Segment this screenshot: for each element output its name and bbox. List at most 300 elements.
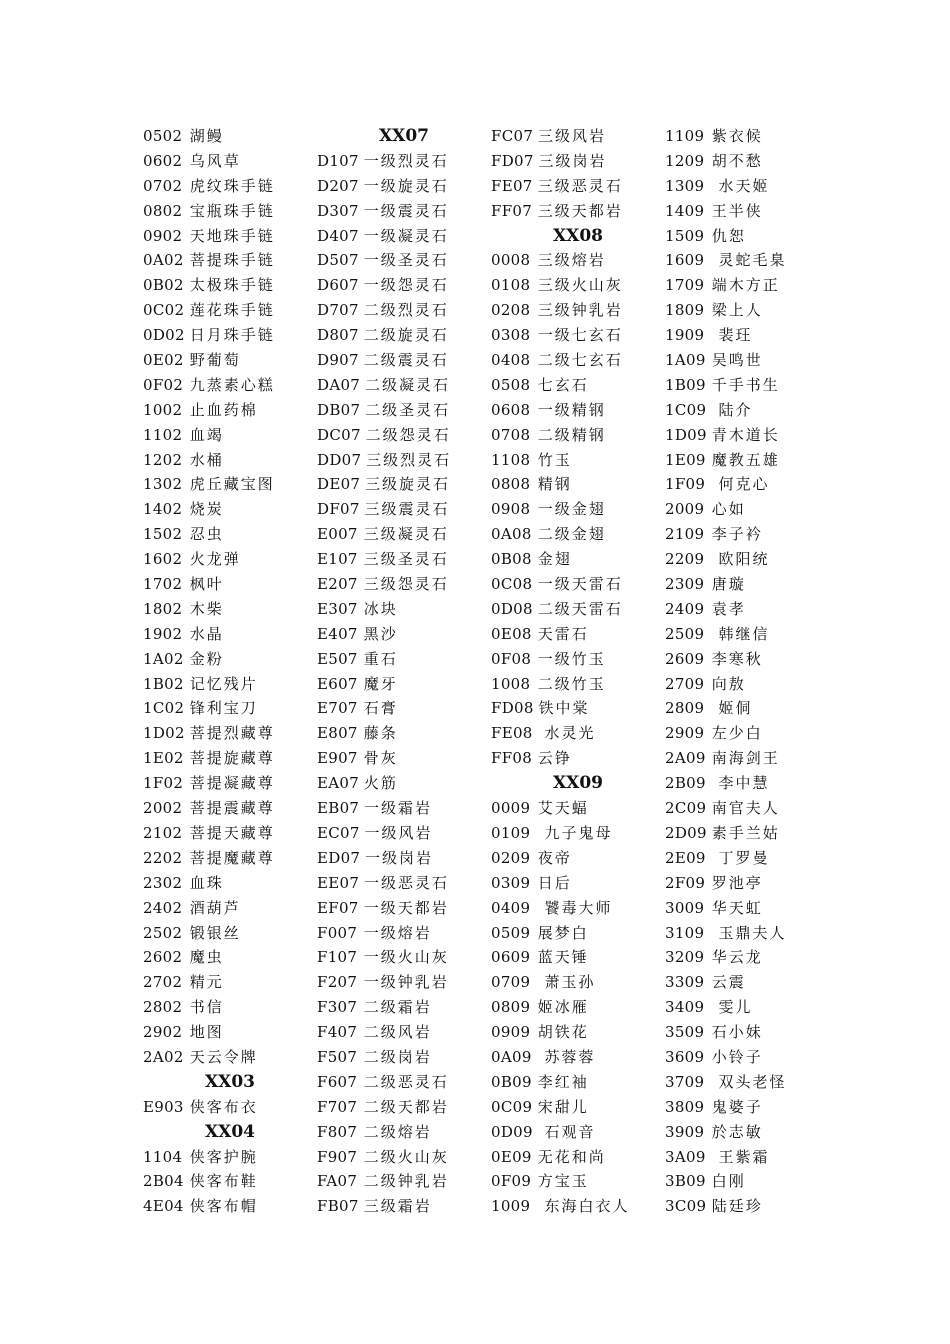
item-entry <box>143 871 317 896</box>
item-entry <box>491 174 665 199</box>
item-entry <box>143 846 317 871</box>
item-name: 重石 <box>363 649 398 668</box>
item-name: 二级七玄石 <box>537 351 623 370</box>
section-heading: XX07 <box>378 126 430 146</box>
item-code: E307 <box>317 599 358 618</box>
item-name: 三级岗岩 <box>538 151 607 170</box>
item-entry <box>491 647 665 672</box>
item-code: 1B02 <box>143 674 184 693</box>
item-code: 2A02 <box>143 1047 184 1066</box>
item-name: 胡不愁 <box>711 151 763 170</box>
item-code: FB07 <box>317 1197 359 1216</box>
item-entry <box>317 696 491 721</box>
item-entry <box>491 1169 665 1194</box>
item-code: 0F08 <box>491 649 532 668</box>
item-name: 二级天都岩 <box>363 1097 449 1116</box>
item-code: 3509 <box>665 1023 705 1042</box>
column-3 <box>491 124 665 1219</box>
item-entry <box>491 323 665 348</box>
item-entry <box>491 398 665 423</box>
item-entry <box>317 149 491 174</box>
item-name: 金粉 <box>189 649 224 668</box>
item-code: 1E09 <box>665 450 706 469</box>
item-entry <box>317 497 491 522</box>
item-entry <box>317 199 491 224</box>
item-code: 1109 <box>665 127 705 145</box>
item-entry <box>491 746 665 771</box>
section-heading: XX09 <box>552 773 604 794</box>
item-entry <box>665 1145 839 1170</box>
item-code: 2702 <box>143 973 183 992</box>
item-code: 2109 <box>665 525 705 544</box>
item-name: 玉鼎夫人 <box>711 923 787 942</box>
item-entry <box>143 273 317 298</box>
item-code: 2D09 <box>665 823 707 842</box>
item-code: 1D09 <box>665 425 707 444</box>
item-name: 罗池亭 <box>711 873 763 892</box>
item-code: 0B09 <box>491 1072 532 1091</box>
item-name: 端木方正 <box>711 276 780 295</box>
item-name: 欧阳统 <box>711 550 770 569</box>
item-entry <box>665 547 839 572</box>
item-entry <box>491 1095 665 1120</box>
item-name: 韩继信 <box>711 624 770 643</box>
item-code: 1009 <box>491 1197 531 1216</box>
item-code: 0308 <box>491 326 531 345</box>
item-code: 2802 <box>143 998 183 1017</box>
item-entry <box>491 497 665 522</box>
item-code: 1A09 <box>665 351 706 370</box>
item-name: 一级竹玉 <box>537 649 606 668</box>
item-code: 1402 <box>143 500 183 519</box>
item-entry <box>143 149 317 174</box>
item-code: 3109 <box>665 923 705 942</box>
item-entry <box>491 1120 665 1145</box>
item-code: F507 <box>317 1047 358 1066</box>
item-entry <box>665 970 839 995</box>
item-entry <box>665 796 839 821</box>
item-entry <box>317 1145 491 1170</box>
item-code: 0C09 <box>491 1097 533 1116</box>
item-entry <box>143 696 317 721</box>
item-code: DD07 <box>317 450 362 469</box>
item-code: 1509 <box>665 226 705 245</box>
item-code: FE08 <box>491 724 533 743</box>
item-entry <box>317 298 491 323</box>
item-code: E607 <box>317 674 358 693</box>
item-name: 石膏 <box>363 699 398 718</box>
item-code: 3909 <box>665 1122 705 1141</box>
item-name: 萧玉孙 <box>537 973 596 992</box>
item-code: FD07 <box>491 151 534 170</box>
item-code: 2F09 <box>665 873 706 892</box>
item-entry <box>491 597 665 622</box>
item-entry <box>143 896 317 921</box>
item-name: 夜帝 <box>537 848 572 867</box>
item-entry <box>665 821 839 846</box>
item-name: 一级天都岩 <box>363 898 449 917</box>
item-code: D207 <box>317 176 359 195</box>
item-entry <box>665 771 839 796</box>
item-code: 0D08 <box>491 599 533 618</box>
item-name: 二级霜岩 <box>363 998 432 1017</box>
item-code: 1B09 <box>665 375 706 394</box>
item-name: 酒葫芦 <box>189 898 241 917</box>
item-name: 蓝天锤 <box>537 948 589 967</box>
item-entry <box>665 373 839 398</box>
item-name: 太极珠手链 <box>189 276 275 295</box>
item-name: 仇恕 <box>711 226 746 245</box>
item-name: 一级圣灵石 <box>363 251 449 270</box>
item-code: 0E02 <box>143 351 184 370</box>
item-code: 0109 <box>491 823 531 842</box>
item-name: 地图 <box>189 1023 224 1042</box>
item-entry <box>665 597 839 622</box>
item-entry <box>491 945 665 970</box>
item-name: 忍虫 <box>189 525 224 544</box>
item-name: 竹玉 <box>537 450 572 469</box>
item-name: 东海白衣人 <box>537 1197 630 1216</box>
item-name: 菩提烈藏尊 <box>189 724 275 743</box>
item-code: 1F09 <box>665 475 706 494</box>
item-name: 灵蛇毛臬 <box>711 251 787 270</box>
item-code: DF07 <box>317 500 360 519</box>
item-code: 0908 <box>491 500 531 519</box>
item-entry <box>143 423 317 448</box>
item-name: 艾天蝠 <box>537 799 589 818</box>
item-entry <box>665 1169 839 1194</box>
item-code: 0909 <box>491 1023 531 1042</box>
item-code: 1104 <box>143 1147 183 1166</box>
item-name: 二级圣灵石 <box>365 400 451 419</box>
item-entry <box>317 970 491 995</box>
item-entry <box>665 273 839 298</box>
item-name: 二级钟乳岩 <box>363 1172 449 1191</box>
item-name: 李红袖 <box>537 1072 589 1091</box>
item-code: 1C02 <box>143 699 185 718</box>
item-name: 二级烈灵石 <box>363 301 449 320</box>
item-code: 0F02 <box>143 375 184 394</box>
item-name: 石观音 <box>537 1122 596 1141</box>
item-entry <box>143 1194 317 1219</box>
item-name: 云铮 <box>537 749 572 768</box>
item-entry <box>665 746 839 771</box>
item-entry <box>491 622 665 647</box>
item-entry <box>665 522 839 547</box>
item-entry <box>491 1145 665 1170</box>
item-entry <box>491 821 665 846</box>
item-code: E407 <box>317 624 358 643</box>
item-name: 三级恶灵石 <box>537 176 623 195</box>
item-entry <box>491 248 665 273</box>
item-code: 2509 <box>665 624 705 643</box>
item-name: 枫叶 <box>189 575 224 594</box>
item-name: 苏蓉蓉 <box>537 1047 596 1066</box>
item-code: 0008 <box>491 251 531 270</box>
item-entry <box>491 298 665 323</box>
item-code: D707 <box>317 301 359 320</box>
item-code: 2202 <box>143 848 183 867</box>
item-code: 1302 <box>143 475 183 494</box>
item-code: 3A09 <box>665 1147 706 1166</box>
item-code: D307 <box>317 201 359 220</box>
item-entry <box>143 547 317 572</box>
item-entry <box>317 248 491 273</box>
item-code: 2402 <box>143 898 183 917</box>
item-name: 金翅 <box>537 550 572 569</box>
item-name: 李寒秋 <box>711 649 763 668</box>
item-entry <box>491 572 665 597</box>
item-entry <box>665 1020 839 1045</box>
item-name: 天地珠手链 <box>189 226 275 245</box>
item-entry <box>317 721 491 746</box>
item-code: 2102 <box>143 823 183 842</box>
item-name: 二级震灵石 <box>363 351 449 370</box>
item-entry <box>317 423 491 448</box>
item-name: 二级金翅 <box>537 525 606 544</box>
item-entry <box>665 896 839 921</box>
item-name: 小铃子 <box>711 1047 763 1066</box>
item-entry <box>665 572 839 597</box>
item-code: 3809 <box>665 1097 705 1116</box>
item-entry <box>665 1194 839 1219</box>
item-code: D107 <box>317 151 359 170</box>
item-name: 姬侗 <box>711 699 753 718</box>
item-entry <box>143 597 317 622</box>
item-code: 0A02 <box>143 251 184 270</box>
item-code: 1502 <box>143 525 183 544</box>
section-heading: XX08 <box>552 225 604 246</box>
item-entry <box>665 472 839 497</box>
item-name: 三级霜岩 <box>363 1197 432 1216</box>
item-entry <box>317 921 491 946</box>
item-entry <box>143 522 317 547</box>
item-code: 2609 <box>665 649 705 668</box>
item-code: 1602 <box>143 550 183 569</box>
section-heading: XX03 <box>204 1071 256 1092</box>
item-name: 七玄石 <box>537 375 589 394</box>
item-code: 0809 <box>491 998 531 1017</box>
item-name: 何克心 <box>711 475 770 494</box>
item-name: 一级风岩 <box>364 823 433 842</box>
item-entry <box>317 273 491 298</box>
item-code: DC07 <box>317 425 361 444</box>
item-code: 1102 <box>143 425 183 444</box>
item-name: 二级天雷石 <box>537 599 623 618</box>
item-name: 魔虫 <box>189 948 224 967</box>
item-code: EC07 <box>317 823 360 842</box>
item-name: 三级凝灵石 <box>363 525 449 544</box>
item-code: 0808 <box>491 475 531 494</box>
item-code: 2B04 <box>143 1172 184 1191</box>
item-code: 1108 <box>491 450 531 469</box>
item-name: 一级金翅 <box>537 500 606 519</box>
item-name: 南海剑王 <box>711 749 780 768</box>
item-code: 0108 <box>491 276 531 295</box>
item-code: DB07 <box>317 400 361 419</box>
item-name: 野葡萄 <box>189 351 241 370</box>
item-entry <box>317 1020 491 1045</box>
item-code: D507 <box>317 251 359 270</box>
item-code: E707 <box>317 699 358 718</box>
item-entry <box>491 796 665 821</box>
item-name: 南官夫人 <box>711 799 780 818</box>
item-name: 一级熔岩 <box>363 923 432 942</box>
item-code: 0208 <box>491 301 531 320</box>
item-name: 火筋 <box>363 774 398 793</box>
item-entry <box>143 199 317 224</box>
item-name: 水灵光 <box>537 724 596 743</box>
item-code: D407 <box>317 226 359 245</box>
item-name: 宝瓶珠手链 <box>189 201 275 220</box>
item-entry <box>665 672 839 697</box>
item-name: 天雷石 <box>537 624 589 643</box>
item-entry <box>317 1045 491 1070</box>
item-code: 0408 <box>491 351 531 370</box>
item-entry <box>317 622 491 647</box>
item-entry <box>665 921 839 946</box>
item-entry <box>143 746 317 771</box>
item-entry <box>491 696 665 721</box>
item-entry <box>491 995 665 1020</box>
item-code: 2B09 <box>665 774 706 793</box>
item-entry <box>143 1095 317 1120</box>
item-name: 陆廷珍 <box>711 1197 763 1216</box>
item-name: 二级凝灵石 <box>364 375 450 394</box>
item-code: EB07 <box>317 799 360 818</box>
item-entry <box>491 273 665 298</box>
item-code: F207 <box>317 973 358 992</box>
item-entry <box>317 597 491 622</box>
item-code: FA07 <box>317 1172 358 1191</box>
item-name: 唐璇 <box>711 575 746 594</box>
item-code: 0702 <box>143 176 183 195</box>
item-code: 1409 <box>665 201 705 220</box>
item-entry <box>317 995 491 1020</box>
item-entry <box>143 174 317 199</box>
item-code: 1008 <box>491 674 531 693</box>
item-entry <box>317 448 491 473</box>
item-entry <box>491 921 665 946</box>
item-name: 二级熔岩 <box>363 1122 432 1141</box>
item-name: 二级风岩 <box>363 1023 432 1042</box>
item-name: 二级岗岩 <box>363 1047 432 1066</box>
item-entry <box>665 398 839 423</box>
item-entry <box>317 547 491 572</box>
item-name: 李子衿 <box>711 525 763 544</box>
item-entry <box>143 672 317 697</box>
item-code: F407 <box>317 1023 358 1042</box>
item-code: 4E04 <box>143 1197 184 1216</box>
column-1 <box>143 124 317 1219</box>
item-name: 三级天都岩 <box>537 201 623 220</box>
item-code: 0709 <box>491 973 531 992</box>
item-entry <box>317 746 491 771</box>
item-code: F607 <box>317 1072 358 1091</box>
item-code: 3009 <box>665 898 705 917</box>
item-code: E007 <box>317 525 358 544</box>
item-entry <box>665 721 839 746</box>
item-name: 侠客护腕 <box>189 1147 258 1166</box>
item-entry <box>665 174 839 199</box>
item-entry <box>491 547 665 572</box>
item-code: E507 <box>317 649 358 668</box>
section-heading: XX04 <box>204 1121 256 1142</box>
item-name: 水天姬 <box>711 176 770 195</box>
item-entry <box>317 1169 491 1194</box>
item-entry <box>143 124 317 149</box>
item-code: 1802 <box>143 599 183 618</box>
item-code: EF07 <box>317 898 359 917</box>
item-code: 1809 <box>665 301 705 320</box>
item-name: 於志敏 <box>711 1122 763 1141</box>
item-entry <box>491 448 665 473</box>
item-name: 冰块 <box>363 599 398 618</box>
item-name: 书信 <box>189 998 224 1017</box>
item-entry <box>317 398 491 423</box>
item-code: F807 <box>317 1122 358 1141</box>
item-code: F107 <box>317 948 358 967</box>
item-entry <box>143 622 317 647</box>
item-name: 乌风草 <box>189 151 241 170</box>
item-name: 一级七玄石 <box>537 326 623 345</box>
item-code: E907 <box>317 749 358 768</box>
item-code: 1309 <box>665 176 705 195</box>
item-entry <box>143 298 317 323</box>
item-entry <box>143 796 317 821</box>
item-code: 0602 <box>143 151 183 170</box>
item-entry <box>143 572 317 597</box>
item-entry <box>665 248 839 273</box>
item-name: 千手书生 <box>711 375 780 394</box>
item-name: 姬冰雁 <box>537 998 589 1017</box>
item-name: 一级钟乳岩 <box>363 973 449 992</box>
item-entry <box>317 1194 491 1219</box>
item-name: 日月珠手链 <box>189 326 275 345</box>
item-name: 日后 <box>537 873 572 892</box>
item-entry <box>317 871 491 896</box>
item-name: 陆介 <box>711 400 753 419</box>
item-entry <box>491 373 665 398</box>
item-code: FC07 <box>491 127 534 145</box>
item-entry <box>491 1020 665 1045</box>
item-code: FD08 <box>491 699 534 718</box>
item-entry <box>665 622 839 647</box>
item-entry <box>665 199 839 224</box>
item-entry <box>317 821 491 846</box>
item-name: 血竭 <box>189 425 224 444</box>
item-code: EE07 <box>317 873 360 892</box>
item-name: 止血药棉 <box>189 400 258 419</box>
item-entry <box>665 323 839 348</box>
item-name: 双头老怪 <box>711 1072 787 1091</box>
item-name: 一级天雷石 <box>537 575 623 594</box>
item-entry <box>317 1120 491 1145</box>
item-name: 一级精钢 <box>537 400 606 419</box>
item-code: 0C02 <box>143 301 185 320</box>
item-code: 2A09 <box>665 749 706 768</box>
item-name: 一级凝灵石 <box>363 226 449 245</box>
item-name: 三级圣灵石 <box>363 550 449 569</box>
item-name: 侠客布鞋 <box>189 1172 258 1191</box>
item-code: 0D09 <box>491 1122 533 1141</box>
item-code: 1F02 <box>143 774 184 793</box>
item-entry <box>317 472 491 497</box>
item-name: 展梦白 <box>537 923 589 942</box>
item-entry <box>665 846 839 871</box>
item-code: DE07 <box>317 475 361 494</box>
item-entry <box>665 124 839 149</box>
